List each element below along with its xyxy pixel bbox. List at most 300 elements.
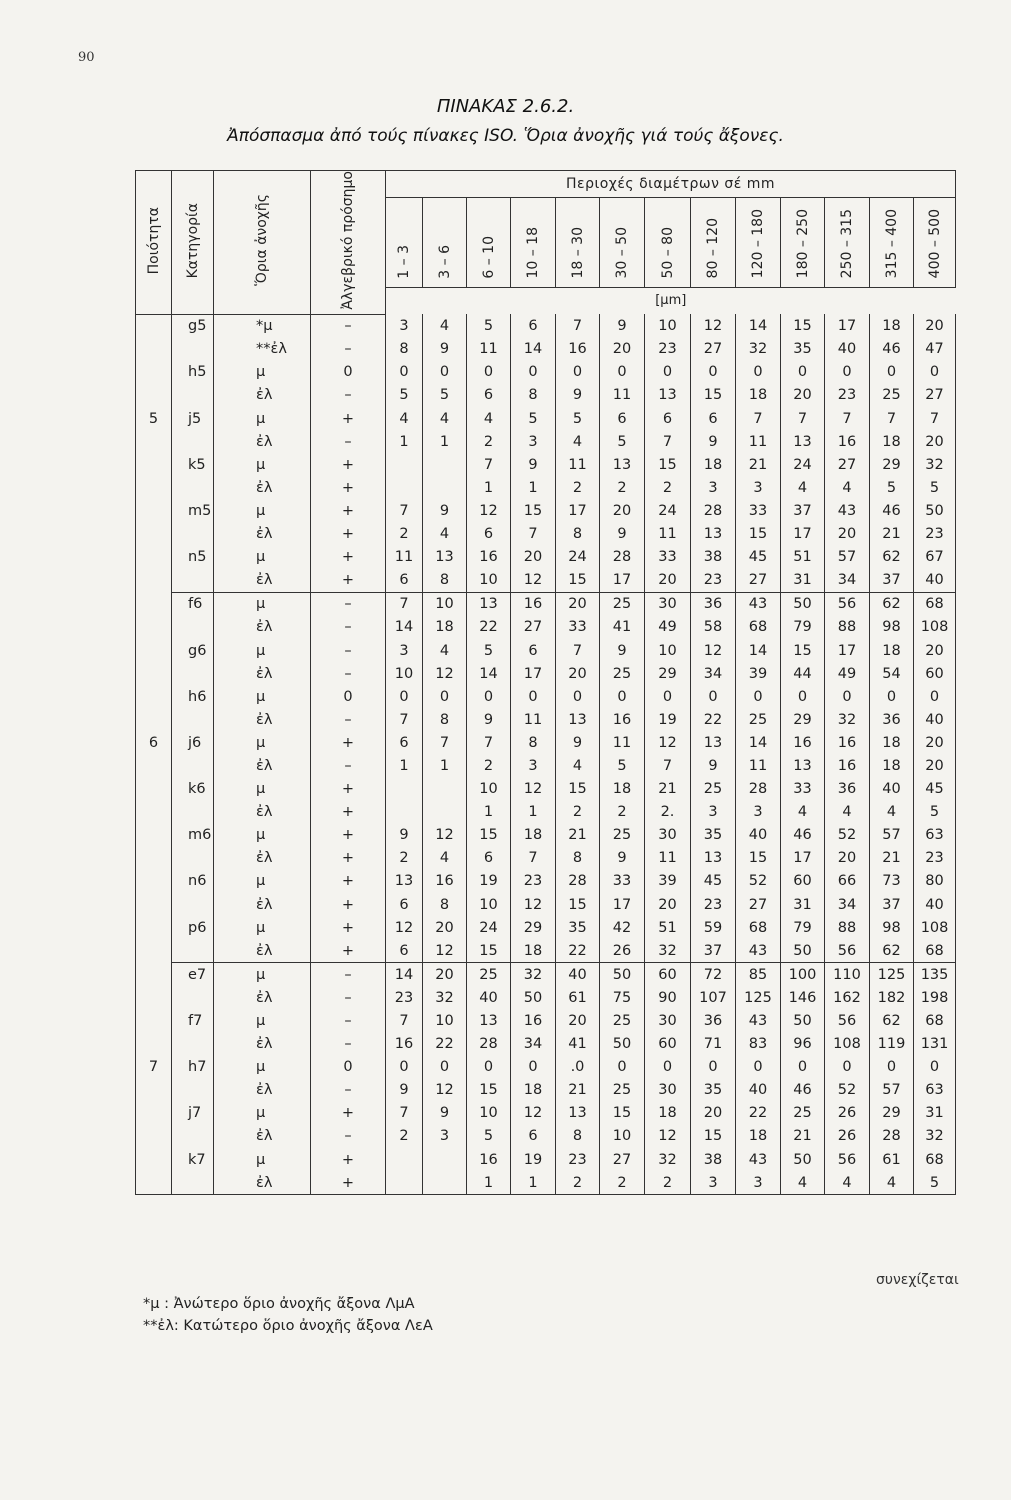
value-cell: 57 [825, 546, 870, 569]
limit-cell: μ [256, 1013, 266, 1029]
table-row [136, 1102, 956, 1125]
value-cell: 32 [914, 453, 956, 476]
value-cell: 19 [511, 1148, 556, 1171]
table-row [136, 407, 956, 430]
sign-cell: – [311, 708, 386, 731]
limit-cell: ἐλ [256, 1036, 273, 1053]
limit-cell: ἐλ [256, 479, 273, 496]
value-cell: 96 [781, 1033, 825, 1056]
value-cell: 4 [386, 407, 423, 430]
sign-cell: 0 [311, 1056, 386, 1079]
value-cell: 11 [645, 522, 691, 545]
value-cell: 14 [736, 731, 781, 754]
value-cell: 33 [645, 546, 691, 569]
value-cell: 1 [511, 1171, 556, 1195]
value-cell: 18 [691, 453, 736, 476]
value-cell [386, 1148, 423, 1171]
value-cell: 13 [645, 384, 691, 407]
limit-cell: ἐλ [256, 850, 273, 867]
header-range: 400 – 500 [914, 198, 956, 287]
value-cell: 18 [870, 639, 914, 662]
category-cell: p6 [172, 916, 214, 939]
limit-cell: ἐλ [214, 1171, 311, 1195]
value-cell: 62 [870, 1009, 914, 1032]
value-cell: 0 [781, 685, 825, 708]
value-cell: 50 [781, 939, 825, 963]
value-cell: 56 [825, 592, 870, 616]
value-cell: 9 [556, 384, 600, 407]
value-cell [386, 778, 423, 801]
value-cell: 28 [467, 1033, 511, 1056]
value-cell: 7 [511, 847, 556, 870]
sign-cell: – [311, 963, 386, 987]
category-cell [172, 754, 214, 777]
value-cell [423, 1171, 467, 1195]
value-cell: 85 [736, 963, 781, 987]
table-title: ΠΙΝΑΚΑΣ 2.6.2. [436, 96, 575, 117]
quality-cell [136, 824, 172, 847]
table-row [136, 1033, 956, 1056]
value-cell: 50 [781, 592, 825, 616]
value-cell: 3 [691, 1171, 736, 1195]
category-cell: k6 [172, 778, 214, 801]
value-cell: 7 [467, 731, 511, 754]
category-cell [172, 986, 214, 1009]
value-cell: 22 [691, 708, 736, 731]
limit-cell: ἐλ [256, 433, 273, 450]
quality-cell [136, 847, 172, 870]
value-cell: 3 [736, 801, 781, 824]
value-cell: 9 [600, 314, 645, 338]
value-cell: 14 [467, 662, 511, 685]
value-cell: 4 [870, 1171, 914, 1195]
value-cell: 22 [467, 616, 511, 639]
value-cell: 1 [386, 430, 423, 453]
category-cell: k7 [172, 1148, 214, 1171]
value-cell: 40 [870, 778, 914, 801]
value-cell: 34 [825, 569, 870, 593]
value-cell: 1 [467, 1171, 511, 1195]
value-cell: 107 [691, 986, 736, 1009]
header-range: 3 – 6 [423, 198, 467, 287]
value-cell: 13 [423, 546, 467, 569]
value-cell: 27 [825, 453, 870, 476]
value-cell: 12 [511, 778, 556, 801]
value-cell: 7 [914, 407, 956, 430]
quality-cell [136, 569, 172, 593]
value-cell: 20 [825, 847, 870, 870]
limit-cell: ἐλ [256, 1128, 273, 1145]
value-cell: 15 [691, 1125, 736, 1148]
table-row [136, 1079, 956, 1102]
header-range: 1 – 3 [386, 198, 423, 287]
value-cell: 8 [423, 708, 467, 731]
value-cell: 49 [645, 616, 691, 639]
quality-cell [136, 662, 172, 685]
value-cell: 63 [914, 824, 956, 847]
table-row [136, 662, 956, 685]
category-cell: f6 [172, 592, 214, 616]
value-cell: 0 [825, 361, 870, 384]
sign-cell: + [311, 476, 386, 499]
value-cell: 0 [914, 1056, 956, 1079]
value-cell: 36 [691, 1009, 736, 1032]
value-cell: 17 [781, 847, 825, 870]
value-cell: 56 [825, 1148, 870, 1171]
value-cell: 68 [914, 1009, 956, 1032]
value-cell: 9 [386, 1079, 423, 1102]
header-range: 315 – 400 [870, 198, 914, 287]
value-cell: 20 [781, 384, 825, 407]
quality-cell [136, 384, 172, 407]
value-cell: 88 [825, 616, 870, 639]
value-cell: 0 [870, 685, 914, 708]
value-cell: 0 [467, 361, 511, 384]
sign-cell: + [311, 499, 386, 522]
table-row [136, 453, 956, 476]
sign-cell: + [311, 1102, 386, 1125]
value-cell: 27 [691, 338, 736, 361]
value-cell: 2 [386, 1125, 423, 1148]
quality-cell [136, 338, 172, 361]
value-cell: 30 [645, 592, 691, 616]
category-cell [172, 801, 214, 824]
value-cell: 12 [423, 939, 467, 963]
value-cell: 37 [870, 893, 914, 916]
value-cell: .0 [556, 1056, 600, 1079]
value-cell: 5 [914, 801, 956, 824]
value-cell: 4 [423, 639, 467, 662]
value-cell: 108 [914, 616, 956, 639]
value-cell: 40 [736, 1079, 781, 1102]
limit-cell: ἐλ [256, 665, 273, 682]
quality-cell [136, 1171, 172, 1195]
quality-cell [136, 453, 172, 476]
value-cell: 162 [825, 986, 870, 1009]
quality-cell [136, 476, 172, 499]
unit-label: [μm] [655, 293, 687, 309]
value-cell: 52 [736, 870, 781, 893]
value-cell: 41 [600, 616, 645, 639]
limit-cell: μ [256, 549, 266, 566]
value-cell: 40 [825, 338, 870, 361]
value-cell: 19 [645, 708, 691, 731]
limit-cell: ἐλ [256, 942, 273, 959]
value-cell: 14 [386, 616, 423, 639]
value-cell: 11 [386, 546, 423, 569]
value-cell: 62 [870, 546, 914, 569]
category-cell: e7 [172, 963, 214, 987]
value-cell: 5 [467, 314, 511, 338]
value-cell: 24 [556, 546, 600, 569]
value-cell: 33 [781, 778, 825, 801]
value-cell: 12 [386, 916, 423, 939]
sign-cell: + [311, 453, 386, 476]
value-cell: 36 [825, 778, 870, 801]
value-cell: 8 [386, 338, 423, 361]
value-cell: 62 [870, 939, 914, 963]
limit-cell: μ [214, 963, 311, 987]
value-cell: 4 [825, 1171, 870, 1195]
value-cell: 26 [600, 939, 645, 963]
category-cell: n5 [172, 546, 214, 569]
category-cell [172, 1125, 214, 1148]
value-cell: 33 [600, 870, 645, 893]
table-row [136, 592, 956, 616]
limit-cell: μ [256, 1151, 266, 1168]
sign-cell: + [311, 778, 386, 801]
limit-cell: μ [256, 1059, 266, 1076]
value-cell: 23 [691, 893, 736, 916]
value-cell: 27 [914, 384, 956, 407]
value-cell: 11 [736, 430, 781, 453]
category-cell [172, 893, 214, 916]
value-cell: 0 [914, 361, 956, 384]
value-cell: 13 [600, 453, 645, 476]
sign-cell: + [311, 731, 386, 754]
value-cell: 27 [736, 569, 781, 593]
value-cell: 88 [825, 916, 870, 939]
value-cell: 37 [870, 569, 914, 593]
sign-cell: – [311, 1033, 386, 1056]
value-cell: 16 [467, 1148, 511, 1171]
value-cell: 3 [386, 314, 423, 338]
value-cell: 6 [386, 939, 423, 963]
value-cell: 9 [423, 338, 467, 361]
value-cell: 51 [645, 916, 691, 939]
value-cell: 29 [645, 662, 691, 685]
value-cell: 18 [736, 1125, 781, 1148]
value-cell: 11 [467, 338, 511, 361]
value-cell: 110 [825, 963, 870, 987]
value-cell: 6 [386, 893, 423, 916]
quality-cell [136, 592, 172, 616]
value-cell: 17 [825, 314, 870, 338]
value-cell: 8 [556, 522, 600, 545]
value-cell: 56 [825, 1009, 870, 1032]
value-cell: 0 [423, 1056, 467, 1079]
value-cell: 20 [556, 1009, 600, 1032]
value-cell: 34 [691, 662, 736, 685]
value-cell: 1 [423, 754, 467, 777]
table-row [136, 476, 956, 499]
table-subtitle: Ἀπόσπασμα ἀπό τούς πίνακες ISO. Ὅρια ἀνοχῆς γιά τούς ἄξονες. [227, 126, 784, 146]
limit-cell: ἐλ [256, 526, 273, 543]
sign-cell: – [311, 592, 386, 616]
value-cell: 60 [645, 963, 691, 987]
value-cell: 0 [645, 685, 691, 708]
value-cell: 30 [645, 824, 691, 847]
value-cell: 20 [645, 893, 691, 916]
category-cell [172, 476, 214, 499]
value-cell: 90 [645, 986, 691, 1009]
value-cell: 21 [645, 778, 691, 801]
value-cell: 9 [556, 731, 600, 754]
sign-cell: + [311, 1171, 386, 1195]
table-row [136, 1171, 956, 1195]
table-row [136, 430, 956, 453]
sign-cell: + [311, 893, 386, 916]
category-cell: g5 [172, 314, 214, 338]
value-cell: 18 [600, 778, 645, 801]
value-cell: 5 [556, 407, 600, 430]
value-cell: 13 [781, 754, 825, 777]
value-cell: 15 [736, 847, 781, 870]
value-cell: 18 [870, 314, 914, 338]
value-cell: 61 [556, 986, 600, 1009]
table-row [136, 731, 956, 754]
sign-cell: + [311, 546, 386, 569]
value-cell: 50 [511, 986, 556, 1009]
value-cell: 14 [386, 963, 423, 987]
value-cell: 5 [467, 1125, 511, 1148]
value-cell: 0 [825, 1056, 870, 1079]
value-cell: 45 [691, 870, 736, 893]
value-cell: 37 [781, 499, 825, 522]
value-cell: 21 [870, 847, 914, 870]
value-cell: 7 [386, 1009, 423, 1032]
limit-cell: μ [256, 781, 266, 798]
value-cell: 1 [467, 801, 511, 824]
value-cell: 6 [386, 569, 423, 593]
value-cell: 68 [914, 939, 956, 963]
value-cell: 4 [781, 1171, 825, 1195]
value-cell: 46 [781, 1079, 825, 1102]
value-cell: 9 [600, 522, 645, 545]
value-cell: 4 [781, 476, 825, 499]
value-cell: 6 [386, 731, 423, 754]
value-cell: 68 [914, 592, 956, 616]
table-row [136, 522, 956, 545]
value-cell: 45 [914, 778, 956, 801]
value-cell: 13 [691, 522, 736, 545]
category-cell: h5 [172, 361, 214, 384]
sign-cell: – [311, 616, 386, 639]
value-cell: 14 [736, 639, 781, 662]
quality-cell [136, 685, 172, 708]
sign-cell: – [311, 1009, 386, 1032]
value-cell: 30 [645, 1079, 691, 1102]
quality-cell [136, 963, 172, 987]
value-cell: 17 [556, 499, 600, 522]
value-cell: 35 [781, 338, 825, 361]
value-cell: 31 [914, 1102, 956, 1125]
category-cell [172, 338, 214, 361]
value-cell: 18 [870, 731, 914, 754]
value-cell: 0 [467, 685, 511, 708]
value-cell: 13 [467, 592, 511, 616]
value-cell: 10 [423, 1009, 467, 1032]
value-cell: 0 [736, 361, 781, 384]
table-row [136, 546, 956, 569]
value-cell: 119 [870, 1033, 914, 1056]
value-cell: 7 [386, 1102, 423, 1125]
value-cell: 25 [870, 384, 914, 407]
value-cell: 61 [870, 1148, 914, 1171]
value-cell: 4 [467, 407, 511, 430]
value-cell: 28 [736, 778, 781, 801]
value-cell: 32 [645, 1148, 691, 1171]
value-cell: 3 [511, 430, 556, 453]
value-cell: 27 [600, 1148, 645, 1171]
value-cell: 4 [423, 522, 467, 545]
quality-cell [136, 430, 172, 453]
value-cell: 56 [825, 939, 870, 963]
value-cell: 6 [511, 639, 556, 662]
value-cell: 11 [600, 384, 645, 407]
category-cell: j7 [172, 1102, 214, 1125]
value-cell: 18 [511, 939, 556, 963]
value-cell: 9 [600, 847, 645, 870]
value-cell: 15 [556, 893, 600, 916]
value-cell: 16 [600, 708, 645, 731]
quality-cell [136, 986, 172, 1009]
value-cell: 9 [600, 639, 645, 662]
table-row [136, 916, 956, 939]
value-cell: 1 [467, 476, 511, 499]
category-cell [172, 569, 214, 593]
category-cell [172, 939, 214, 963]
value-cell: 11 [511, 708, 556, 731]
value-cell: 5 [511, 407, 556, 430]
sign-cell: – [311, 986, 386, 1009]
value-cell: 43 [736, 939, 781, 963]
value-cell: 6 [600, 407, 645, 430]
value-cell: 108 [825, 1033, 870, 1056]
value-cell: 7 [781, 407, 825, 430]
limit-cell: ἐλ [256, 387, 273, 404]
value-cell: 22 [736, 1102, 781, 1125]
value-cell: 0 [386, 361, 423, 384]
value-cell: 8 [511, 731, 556, 754]
value-cell: 20 [423, 916, 467, 939]
header-range-title: Περιοχές διαμέτρων σέ mm [386, 171, 956, 198]
value-cell: 2 [600, 1171, 645, 1195]
header-range: 180 – 250 [781, 198, 825, 287]
value-cell: 33 [556, 616, 600, 639]
value-cell: 36 [691, 592, 736, 616]
value-cell: 17 [511, 662, 556, 685]
limit-cell: ἐλ [256, 619, 273, 636]
value-cell: 23 [825, 384, 870, 407]
value-cell: 80 [914, 870, 956, 893]
value-cell: 15 [600, 1102, 645, 1125]
header-sign: Ἀλγεβρικό πρόσημο [311, 171, 386, 315]
table-row [136, 384, 956, 407]
value-cell: 13 [556, 708, 600, 731]
table-row [136, 870, 956, 893]
value-cell: 10 [386, 662, 423, 685]
value-cell: 2 [556, 801, 600, 824]
value-cell: 2 [645, 1171, 691, 1195]
header-range: 250 – 315 [825, 198, 870, 287]
table-row [136, 939, 956, 963]
value-cell: 7 [386, 708, 423, 731]
quality-cell [136, 361, 172, 384]
value-cell: 26 [825, 1125, 870, 1148]
value-cell: 16 [781, 731, 825, 754]
value-cell: 66 [825, 870, 870, 893]
value-cell: 51 [781, 546, 825, 569]
sign-cell: + [311, 939, 386, 963]
value-cell: 0 [600, 361, 645, 384]
value-cell: 38 [691, 1148, 736, 1171]
sign-cell: – [311, 1125, 386, 1148]
value-cell: 0 [556, 685, 600, 708]
value-cell: 41 [556, 1033, 600, 1056]
value-cell: 98 [870, 916, 914, 939]
value-cell: 4 [423, 314, 467, 338]
